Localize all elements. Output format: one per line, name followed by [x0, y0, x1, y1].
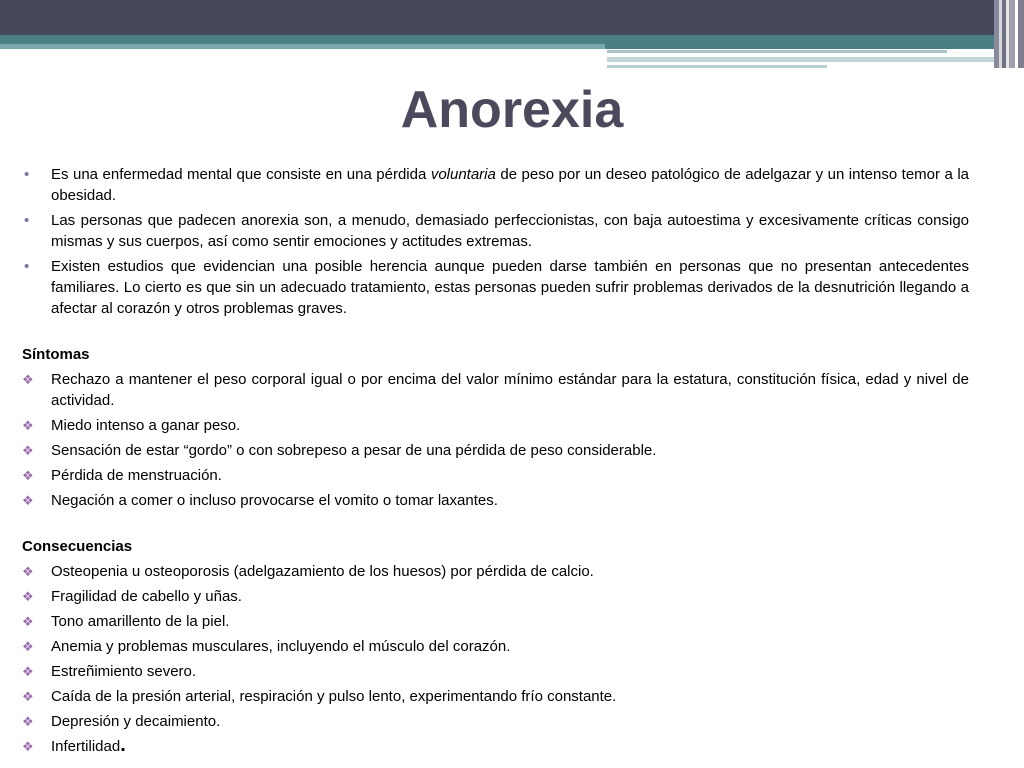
list-item-text: Anemia y problemas musculares, incluyendo el músculo del corazón. — [51, 638, 511, 655]
diamond-bullet-icon: ❖ — [22, 493, 34, 508]
intro-text: Existen estudios que evidencian una posible herencia aunque pueden darse también en personas que no presentan antecedentes familiares. Lo cierto es que sin un adecuado tratamiento, estas personas pueden sufrir problemas derivados de la desnutrición llegando a afectar al corazón y otros problemas graves. — [51, 258, 969, 317]
list-item — [22, 465, 969, 486]
diamond-bullet-icon: ❖ — [22, 689, 34, 704]
diamond-bullet-icon: ❖ — [22, 468, 34, 483]
diamond-bullet-icon: ❖ — [22, 564, 34, 579]
intro-text: Es una enfermedad mental que consiste en una pérdida — [51, 166, 431, 183]
bullet-dot-icon: • — [24, 212, 30, 229]
list-item — [22, 369, 969, 411]
header-deco-line — [607, 50, 947, 53]
list-item-text: Rechazo a mantener el peso corporal igual o por encima del valor mínimo estándar para la estatura, constitución física, edad y nivel de actividad. — [51, 371, 969, 409]
header-deco-line — [607, 65, 827, 68]
list-item-text: Caída de la presión arterial, respiración y pulso lento, experimentando frío constante. — [51, 688, 617, 705]
header-teal-band-light — [0, 44, 605, 49]
intro-bullet — [22, 210, 969, 252]
list-item — [22, 636, 969, 657]
diamond-bullet-icon: ❖ — [22, 639, 34, 654]
list-item-text: Pérdida de menstruación. — [51, 467, 222, 484]
list-item — [22, 736, 969, 757]
diamond-bullet-icon: ❖ — [22, 664, 34, 679]
intro-emphasis: voluntaria — [430, 166, 496, 183]
slide-title: Anorexia — [400, 81, 624, 139]
list-item — [22, 711, 969, 732]
list-item-period: . — [120, 734, 126, 756]
list-item — [22, 490, 969, 511]
header-dark-bar — [0, 0, 1024, 35]
list-item-text: Miedo intenso a ganar peso. — [51, 417, 241, 434]
diamond-bullet-icon: ❖ — [22, 589, 34, 604]
diamond-bullet-icon: ❖ — [22, 739, 34, 754]
intro-bullet — [22, 164, 969, 206]
bullet-dot-icon: • — [24, 166, 30, 183]
list-item-text: Tono amarillento de la piel. — [51, 613, 230, 630]
list-item — [22, 415, 969, 436]
list-item — [22, 561, 969, 582]
list-item — [22, 686, 969, 707]
intro-text: de peso por un deseo patológico de adelgazar y un intenso temor a la obesidad. — [51, 166, 970, 204]
sintomas-heading: Síntomas — [22, 346, 90, 363]
list-item-text: Depresión y decaimiento. — [51, 713, 221, 730]
list-item — [22, 611, 969, 632]
diamond-bullet-icon: ❖ — [22, 372, 34, 387]
list-item-text: Fragilidad de cabello y uñas. — [51, 588, 242, 605]
list-item — [22, 661, 969, 682]
list-item-text: Infertilidad — [51, 738, 121, 755]
bullet-dot-icon: • — [24, 258, 30, 275]
intro-text: Las personas que padecen anorexia son, a menudo, demasiado perfeccionistas, con baja autoestima y excesivamente críticas consigo mismas y sus cuerpos, así como sentir emociones y actitudes extremas. — [51, 212, 969, 250]
consecuencias-heading: Consecuencias — [22, 538, 133, 555]
slide-content — [22, 164, 969, 761]
diamond-bullet-icon: ❖ — [22, 614, 34, 629]
header-deco-line — [607, 57, 1002, 62]
diamond-bullet-icon: ❖ — [22, 418, 34, 433]
diamond-bullet-icon: ❖ — [22, 714, 34, 729]
list-item-text: Sensación de estar “gordo” o con sobrepeso a pesar de una pérdida de peso considerable. — [51, 442, 657, 459]
list-item-text: Estreñimiento severo. — [51, 663, 197, 680]
list-item-text: Negación a comer o incluso provocarse el vomito o tomar laxantes. — [51, 492, 498, 509]
diamond-bullet-icon: ❖ — [22, 443, 34, 458]
list-item-text: Osteopenia u osteoporosis (adelgazamiento de los huesos) por pérdida de calcio. — [51, 563, 594, 580]
list-item — [22, 586, 969, 607]
header-right-stripes — [994, 0, 1024, 68]
intro-bullet — [22, 256, 969, 319]
list-item — [22, 440, 969, 461]
